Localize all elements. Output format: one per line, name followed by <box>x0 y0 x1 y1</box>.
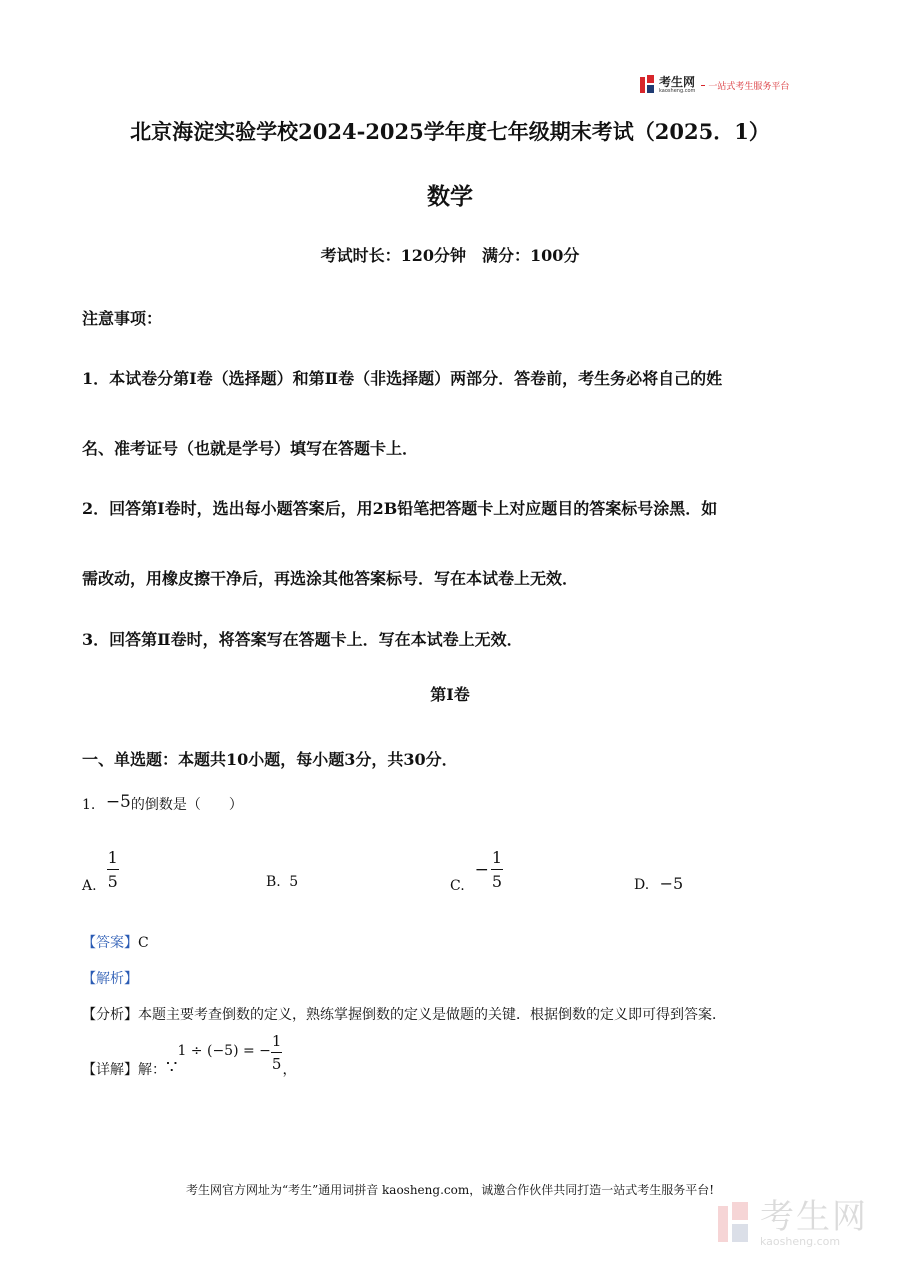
option-c <box>450 848 503 894</box>
detail-prefix: 解： <box>138 1062 166 1078</box>
part-heading: 一、单选题：本题共10小题，每小题3分，共30分． <box>82 750 458 769</box>
notice-heading: 注意事项： <box>82 309 163 328</box>
notice-line-4: 需改动，用橡皮擦干净后，再选涂其他答案标号．写在本试卷上无效． <box>82 569 579 588</box>
option-b <box>266 874 298 890</box>
option-a-fraction: $\frac{1}{5}$ <box>107 848 118 891</box>
option-a <box>82 848 119 894</box>
answer-value: C <box>138 935 149 951</box>
section-title: 第Ⅰ卷 <box>430 685 470 704</box>
because-symbol: ∵ <box>166 1056 178 1078</box>
analysis-row <box>82 968 138 988</box>
notice-line-2: 名、准考证号（也就是学号）填写在答题卡上． <box>82 439 419 458</box>
exam-time-info: 考试时长：120分钟 满分：100分 <box>320 246 580 265</box>
option-c-label: C. <box>450 878 465 894</box>
option-d <box>634 874 683 893</box>
option-c-fraction: $\frac{1}{5}$ <box>491 848 503 891</box>
fenxi-row <box>82 1004 726 1024</box>
answer-row <box>82 932 149 952</box>
exam-title: 北京海淀实验学校2024-2025学年度七年级期末考试（2025．1） <box>130 119 770 144</box>
fenxi-text: 本题主要考查倒数的定义，熟练掌握倒数的定义是做题的关键．根据倒数的定义即可得到答案． <box>138 1007 726 1023</box>
watermark-name: 考生网 <box>760 1197 868 1237</box>
logo-separator <box>701 85 705 86</box>
option-c-sign: − <box>474 860 489 880</box>
watermark-logo-icon <box>718 1202 752 1246</box>
kaosheng-logo-icon <box>640 75 656 95</box>
option-a-label: A. <box>82 878 97 894</box>
logo-url: kaosheng.com <box>659 88 696 94</box>
option-d-label: D. <box>634 877 650 893</box>
notice-line-5: 3．回答第Ⅱ卷时，将答案写在答题卡上．写在本试卷上无效． <box>82 630 523 649</box>
question-expression: −5 <box>105 792 131 812</box>
option-b-label: B. <box>266 874 281 890</box>
fenxi-label: 【分析】 <box>82 1007 138 1023</box>
header-logo <box>640 74 789 96</box>
watermark-url: kaosheng.com <box>760 1235 841 1248</box>
answer-label: 【答案】 <box>82 935 138 951</box>
footer-text: 考生网官方网址为“考生”通用词拼音 kaosheng.com，诚邀合作伙伴共同打造一站式考生服务平台! <box>185 1183 715 1197</box>
question-number: 1. <box>82 797 96 813</box>
logo-slogan: 一站式考生服务平台 <box>708 81 790 92</box>
watermark <box>718 1197 868 1248</box>
option-d-value: −5 <box>659 874 684 893</box>
detail-end: ， <box>282 1062 297 1078</box>
logo-name: 考生网 <box>659 75 696 89</box>
notice-line-1: 1．本试卷分第Ⅰ卷（选择题）和第Ⅱ卷（非选择题）两部分．答卷前，考生务必将自己的姓 <box>82 369 723 388</box>
detail-label: 【详解】 <box>82 1062 138 1078</box>
question-1-stem <box>82 794 243 814</box>
detail-expression: 1 ÷ (−5) = − <box>177 1043 271 1059</box>
notice-line-3: 2．回答第Ⅰ卷时，选出每小题答案后，用2B铅笔把答题卡上对应题目的答案标号涂黑．如 <box>82 499 718 518</box>
exam-subject: 数学 <box>427 183 473 210</box>
question-stem-suffix: 的倒数是（ ） <box>130 797 243 813</box>
analysis-label: 【解析】 <box>82 971 138 987</box>
detail-fraction: $\frac{1}{5}$ <box>271 1032 282 1073</box>
option-b-value: 5 <box>289 874 299 890</box>
detail-row <box>82 1032 297 1078</box>
